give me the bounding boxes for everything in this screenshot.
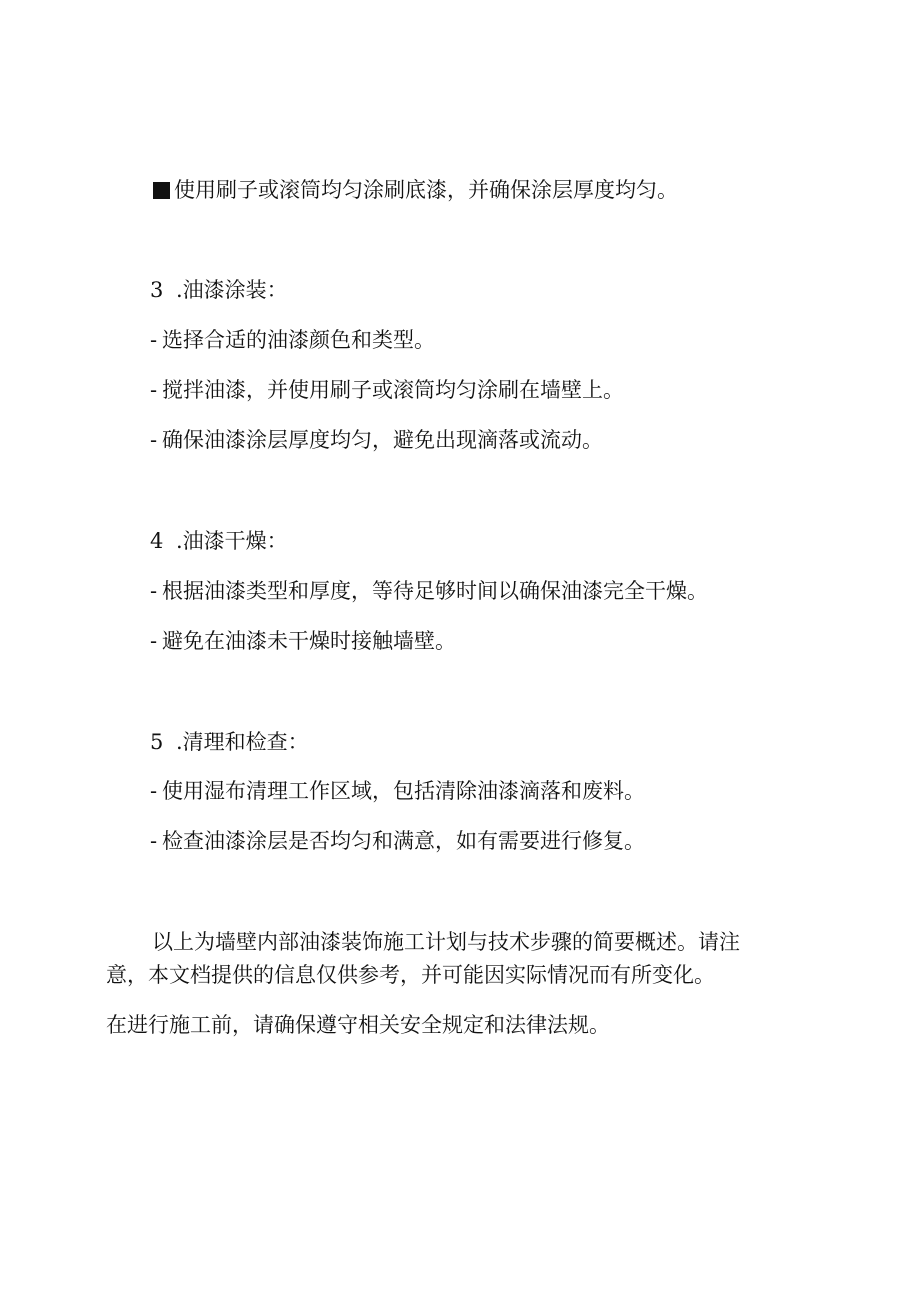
section-heading [150,728,309,756]
dash-marker: - [150,629,158,653]
dash-marker: - [150,579,158,603]
list-item [150,577,708,605]
dash-marker: - [150,328,158,352]
list-item [150,827,645,855]
section-title: .油漆干燥： [176,529,288,553]
section-number: 5 [150,730,164,754]
list-item-text: 确保油漆涂层厚度均匀，避免出现滴落或流动。 [162,428,603,452]
conclusion-line: 在进行施工前，请确保遵守相关安全规定和法律法规。 [106,1013,610,1037]
list-item-text: 搅拌油漆，并使用刷子或滚筒均匀涂刷在墙壁上。 [162,378,624,402]
section-number: 3 [150,278,164,302]
conclusion-line: 意，本文档提供的信息仅供参考，并可能因实际情况而有所变化。 [106,963,715,987]
list-item [150,627,456,655]
list-item [150,426,603,454]
bullet-line-text: 使用刷子或滚筒均匀涂刷底漆，并确保涂层厚度均匀。 [174,178,678,202]
conclusion-line: 以上为墙壁内部油漆装饰施工计划与技术步骤的简要概述。请注 [152,930,740,954]
list-item-text: 避免在油漆未干燥时接触墙壁。 [162,629,456,653]
list-item-text: 使用湿布清理工作区域，包括清除油漆滴落和废料。 [162,779,645,803]
dash-marker: - [150,428,158,452]
list-item-text: 检查油漆涂层是否均匀和满意，如有需要进行修复。 [162,829,645,853]
dash-marker: - [150,378,158,402]
list-item [150,376,624,404]
section-title: .油漆涂装： [176,278,288,302]
section-heading [150,527,288,555]
square-bullet-icon [153,182,170,199]
dash-marker: - [150,779,158,803]
list-item-text: 根据油漆类型和厚度，等待足够时间以确保油漆完全干燥。 [162,579,708,603]
bullet-line [153,176,678,204]
list-item-text: 选择合适的油漆颜色和类型。 [162,328,435,352]
dash-marker: - [150,829,158,853]
list-item [150,326,435,354]
section-number: 4 [150,529,164,553]
section-heading [150,276,288,304]
section-title: .清理和检查： [176,730,309,754]
list-item [150,777,645,805]
